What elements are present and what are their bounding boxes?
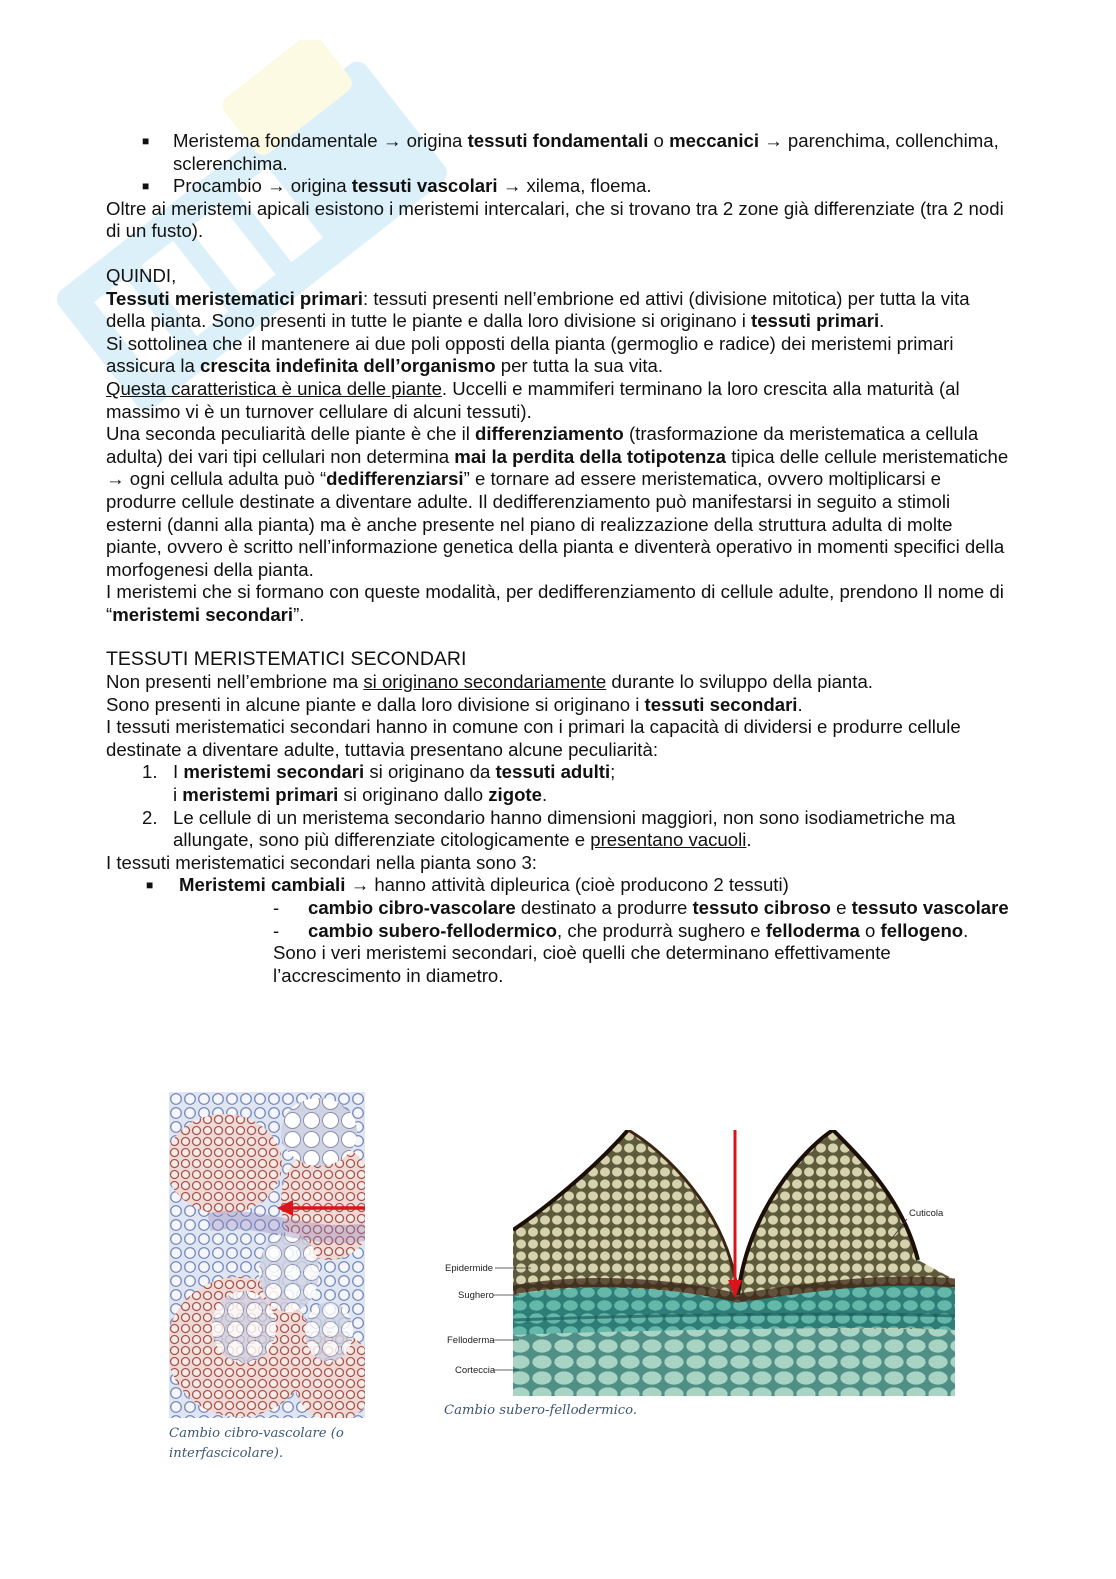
numbered-item: 1. I meristemi secondari si originano da tessuti adulti; i meristemi primari si originano dallo zigote. xyxy=(142,761,616,806)
label-epidermide: Epidermide xyxy=(445,1263,494,1274)
paragraph-sono-presenti: Sono presenti in alcune piante e dalla loro divisione si originano i tessuti secondari. xyxy=(106,693,803,715)
figure-cambio-cibro-vascolare xyxy=(169,1092,365,1418)
bullet-square-icon: ■ xyxy=(142,179,150,194)
figure-1-caption: Cambio cibro-vascolare (o interfascicolare). xyxy=(169,1426,344,1461)
list-item: ■ Meristemi cambiali → hanno attività dipleurica (cioè producono 2 tessuti) xyxy=(146,874,789,896)
bullet-square-icon: ■ xyxy=(142,134,150,148)
paragraph-intercalari: Oltre ai meristemi apicali esistono i meristemi intercalari, che si trovano tra 2 zone già differenziate (tra 2 nodi di un fusto). xyxy=(106,197,1004,242)
label-corteccia: Corteccia xyxy=(455,1365,496,1376)
document-body xyxy=(106,130,1011,987)
list-item: ■ Meristema fondamentale → origina tessuti fondamentali o meccanici → parenchima, collenchima, sclerenchima. xyxy=(142,130,999,174)
section-heading: TESSUTI MERISTEMATICI SECONDARI xyxy=(106,648,467,671)
paragraph-peculiarita: I tessuti meristematici secondari hanno in comune con i primari la capacità di dividersi e produrre cellule destinate a diventare adulte, tuttavia presentano alcune peculiarità: xyxy=(106,716,961,760)
label-cuticola: Cuticola xyxy=(909,1208,944,1219)
bullet-square-icon: ■ xyxy=(146,878,154,893)
figure-cambio-subero-fellodermico xyxy=(443,1130,955,1396)
list-item: ■ Procambio → origina tessuti vascolari → xilema, floema. xyxy=(142,175,652,197)
figure-2-caption: Cambio subero-fellodermico. xyxy=(444,1403,638,1418)
dash-item: - cambio cibro-vascolare destinato a produrre tessuto cibroso e tessuto vascolare xyxy=(273,897,1009,918)
dash-item: - cambio subero-fellodermico, che produrrà sughero e felloderma o fellogeno. xyxy=(273,919,969,941)
paragraph-non-presenti: Non presenti nell’embrione ma si originano secondariamente durante lo sviluppo della pianta. xyxy=(106,671,873,693)
label-sughero: Sughero xyxy=(458,1290,494,1301)
paragraph-differenziamento: Una seconda peculiarità delle piante è che il differenziamento (trasformazione da meristematica a cellula adulta) dei vari tipi cellulari non determina mai la perdita della totipotenza tipica delle cellule meristematiche → ogni cellula adulta può “dedifferenziarsi” e tornare ad essere meristematica, ovvero moltiplicarsi e produrre cellule destinate a diventare adulte. Il dedifferenziamento può manifestarsi in seguito a stimoli esterni (danni alla pianta) ma è anche presente nel piano di realizzazione della struttura adulta di molte piante, ovvero è scritto nell’informazione genetica della pianta e diventerà operativo in momenti specifici della morfogenesi della pianta. xyxy=(106,423,1009,580)
paragraph-crescita: Si sottolinea che il mantenere ai due poli opposti della pianta (germoglio e radice) dei meristemi primari assicura la crescita indefinita dell’organismo per tutta la sua vita. xyxy=(106,332,954,377)
paragraph-veri-meristemi: Sono i veri meristemi secondari, cioè quelli che determinano effettivamente l’accrescimento in diametro. xyxy=(273,942,891,986)
label-felloderma: Felloderma xyxy=(447,1335,495,1346)
paragraph-unica: Questa caratteristica è unica delle piante. Uccelli e mammiferi terminano la loro crescita alla maturità (al massimo vi è un turnover cellulare di alcuni tessuti). xyxy=(106,377,960,422)
paragraph-primari: Tessuti meristematici primari: tessuti presenti nell’embrione ed attivi (divisione mitotica) per tutta la vita della pianta. Sono presenti in tutte le piante e dalla loro divisione si originano i tessuti primari. xyxy=(106,287,970,332)
paragraph-quindi: QUINDI, xyxy=(106,264,177,286)
paragraph-sono-3: I tessuti meristematici secondari nella pianta sono 3: xyxy=(106,851,537,873)
paragraph-meristemi-secondari: I meristemi che si formano con queste modalità, per dedifferenziamento di cellule adulte, prendono Il nome di “meristemi secondari”. xyxy=(106,581,1004,625)
numbered-item: 2. Le cellule di un meristema secondario hanno dimensioni maggiori, non sono isodiametriche ma allungate, sono più differenziate citologicamente e presentano vacuoli. xyxy=(142,806,956,851)
